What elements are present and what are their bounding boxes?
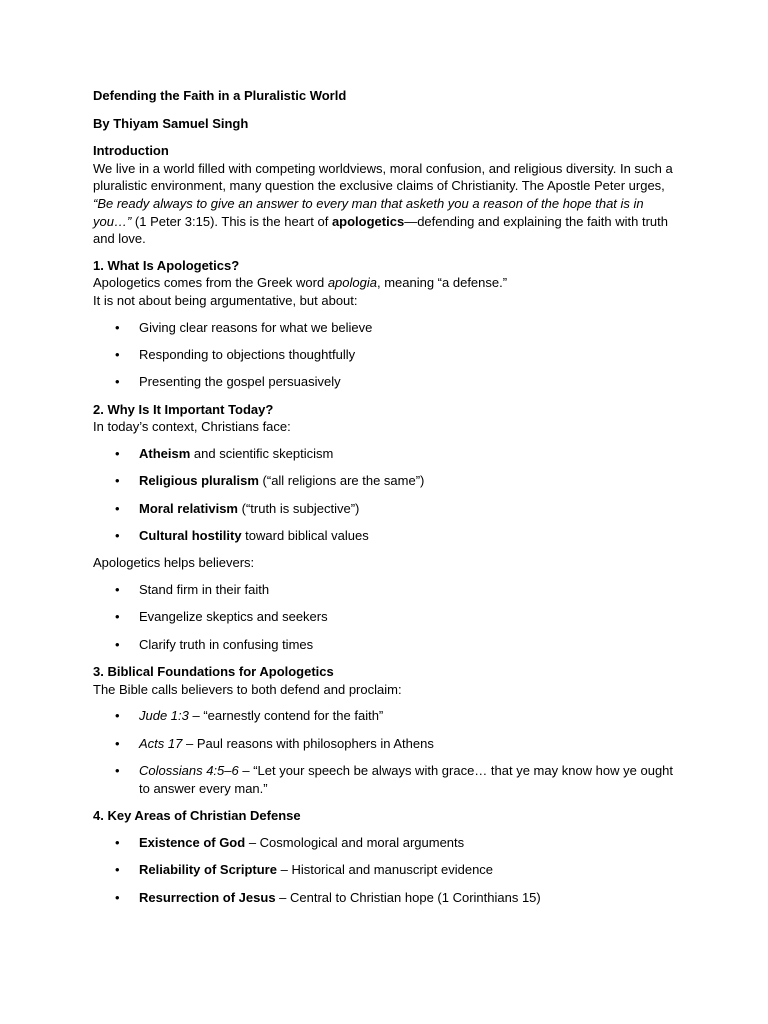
section-2-list xyxy=(93,445,678,545)
list-item xyxy=(93,346,678,364)
list-item-bold: Atheism xyxy=(139,445,191,461)
list-item-text: Evangelize skeptics and seekers xyxy=(139,609,328,625)
list-item-text: Clarify truth in confusing times xyxy=(139,636,314,652)
bullet-marker: • xyxy=(115,609,120,625)
bullet-marker: • xyxy=(115,445,120,461)
document-title: Defending the Faith in a Pluralistic World xyxy=(93,88,347,103)
section-1-term: apologia xyxy=(327,275,377,291)
bullet-marker: • xyxy=(115,862,120,878)
list-item-bold: Moral relativism xyxy=(139,500,238,516)
intro-heading: Introduction xyxy=(93,143,169,159)
section-4-heading: 4. Key Areas of Christian Defense xyxy=(93,808,301,824)
list-item xyxy=(93,889,678,907)
list-item xyxy=(93,608,678,626)
intro-text-2: (1 Peter 3:15). This is the heart of xyxy=(131,213,332,229)
section-2-list-2 xyxy=(93,581,678,653)
section-2-heading: 2. Why Is It Important Today? xyxy=(93,401,274,417)
list-item-text: and scientific skepticism xyxy=(190,445,334,461)
list-item-text: Presenting the gospel persuasively xyxy=(139,374,341,390)
bullet-marker: • xyxy=(115,834,120,850)
list-item-text: – “earnestly contend for the faith” xyxy=(188,708,384,724)
list-item-bold: Cultural hostility xyxy=(139,528,242,544)
intro-keyword: apologetics xyxy=(331,213,405,229)
bullet-marker: • xyxy=(115,889,120,905)
list-item xyxy=(93,636,678,654)
bullet-marker: • xyxy=(115,500,120,516)
bullet-marker: • xyxy=(115,346,120,362)
list-item xyxy=(93,373,678,391)
list-item xyxy=(93,527,678,545)
list-item xyxy=(93,472,678,490)
document-body xyxy=(93,87,678,916)
section-3-heading: 3. Biblical Foundations for Apologetics xyxy=(93,664,334,680)
list-item-bold: Resurrection of Jesus xyxy=(139,889,276,905)
list-item-text: Stand firm in their faith xyxy=(139,582,270,598)
list-item-reference: Colossians 4:5–6 xyxy=(139,763,239,779)
list-item-text: – Central to Christian hope (1 Corinthians 15) xyxy=(275,889,541,905)
list-item xyxy=(93,319,678,337)
list-item-text: (“truth is subjective”) xyxy=(238,500,360,516)
list-item-bold: Reliability of Scripture xyxy=(139,862,277,878)
bullet-marker: • xyxy=(115,636,120,652)
intro-text-3: —defending and explaining the faith with truth and love. xyxy=(93,213,668,247)
bullet-marker: • xyxy=(115,582,120,598)
bullet-marker: • xyxy=(115,708,120,724)
intro-text-1: We live in a world filled with competing worldviews, moral confusion, and religious diversity. In such a pluralistic environment, many question the exclusive claims of Christianity. The Apostle Peter urges, xyxy=(93,160,673,194)
list-item xyxy=(93,500,678,518)
list-item xyxy=(93,735,678,753)
list-item-text: – Historical and manuscript evidence xyxy=(276,862,494,878)
list-item-text: – “Let your speech be always with grace… that ye may know how ye ought to answer every man.” xyxy=(139,763,674,796)
section-4-list xyxy=(93,834,678,906)
section-2-intro: In today’s context, Christians face: xyxy=(93,419,291,435)
list-item xyxy=(93,445,678,463)
section-1-line-1 xyxy=(93,274,678,292)
list-item-reference: Jude 1:3 xyxy=(139,708,189,724)
section-1-line-2: It is not about being argumentative, but about: xyxy=(93,292,358,308)
list-item-reference: Acts 17 xyxy=(139,735,183,751)
list-item xyxy=(93,581,678,599)
list-item xyxy=(93,707,678,725)
list-item-text: toward biblical values xyxy=(241,528,369,544)
document-byline: By Thiyam Samuel Singh xyxy=(93,115,249,131)
bullet-marker: • xyxy=(115,528,120,544)
bullet-marker: • xyxy=(115,763,120,779)
list-item xyxy=(93,861,678,879)
bullet-marker: • xyxy=(115,319,120,335)
section-1-list xyxy=(93,319,678,391)
list-item-text: – Cosmological and moral arguments xyxy=(245,834,465,850)
list-item xyxy=(93,762,678,797)
section-1-text-b: , meaning “a defense.” xyxy=(376,275,508,291)
bullet-marker: • xyxy=(115,735,120,751)
list-item-bold: Religious pluralism xyxy=(139,473,259,489)
bullet-marker: • xyxy=(115,374,120,390)
section-1-text-a: Apologetics comes from the Greek word xyxy=(93,275,328,291)
section-2-helps: Apologetics helps believers: xyxy=(93,555,255,571)
section-3-intro: The Bible calls believers to both defend and proclaim: xyxy=(93,681,402,697)
section-3-list xyxy=(93,707,678,797)
list-item-bold: Existence of God xyxy=(139,834,246,850)
section-1-heading: 1. What Is Apologetics? xyxy=(93,257,240,273)
intro-quote: “Be ready always to give an answer to every man that asketh you a reason of the hope that is in you…” xyxy=(93,195,644,229)
bullet-marker: • xyxy=(115,473,120,489)
list-item-text: Responding to objections thoughtfully xyxy=(139,346,356,362)
list-item xyxy=(93,834,678,852)
list-item-text: (“all religions are the same”) xyxy=(258,473,425,489)
list-item-text: – Paul reasons with philosophers in Athens xyxy=(182,735,434,751)
list-item-text: Giving clear reasons for what we believe xyxy=(139,319,373,335)
intro-paragraph xyxy=(93,160,678,248)
